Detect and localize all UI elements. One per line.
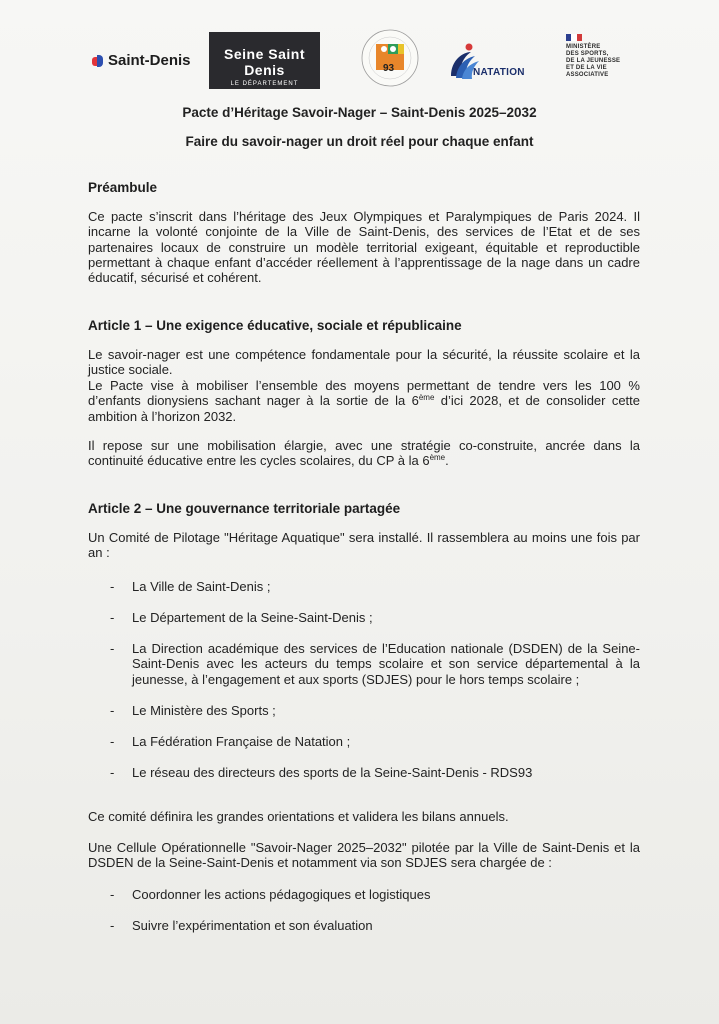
comite-role-paragraph: Ce comité définira les grandes orientations et validera les bilans annuels. xyxy=(88,809,509,824)
list-item-text: Coordonner les actions pédagogiques et logistiques xyxy=(132,887,431,902)
saint-denis-logo-text: Saint-Denis xyxy=(108,52,191,69)
seine-saint-denis-logo-text: Seine Saint Denis xyxy=(224,46,305,78)
ministere-logo xyxy=(566,34,646,79)
article-1-paragraph-2-text: Le Pacte vise à mobiliser l’ensemble des moyens permettant de tendre vers les 100 % d’enfants dionysiens sachant nager à la sortie de la 6 xyxy=(88,378,640,409)
article-1-paragraph-1: Le savoir-nager est une compétence fondamentale pour la sécurité, la réussite scolaire et la justice sociale. xyxy=(88,347,640,378)
list-item-text: La Ville de Saint-Denis ; xyxy=(132,579,271,594)
article-1-heading: Article 1 – Une exigence éducative, sociale et républicaine xyxy=(88,318,462,333)
article-1-paragraph-3-text: Il repose sur une mobilisation élargie, avec une stratégie co-construite, ancrée dans la continuité éducative entre les cycles scolaires, du CP à la 6 xyxy=(88,438,640,469)
list-item xyxy=(110,765,640,780)
ministere-line-1: MINISTÈRE xyxy=(566,44,601,50)
list-bullet: - xyxy=(110,734,115,749)
article-1-paragraph-2-end: d’ici 2028, et de consolider cette ambition à l’horizon 2032. xyxy=(88,393,640,424)
preambule-heading: Préambule xyxy=(88,180,158,195)
preambule-paragraph: Ce pacte s’inscrit dans l’héritage des Jeux Olympiques et Paralympiques de Paris 2024. Il incarne la volonté conjointe de la Ville de Saint-Denis, des services de l’Etat et de ses partenaires locaux de construire un modèle territorial exigeant, équitable et reproductible permettant à chaque enfant d’accéder réellement à l’apprentissage de la nage dans un cadre éducatif, sécurisé et cohérent. xyxy=(88,209,640,286)
list-item-text: Le Département de la Seine-Saint-Denis ; xyxy=(132,610,373,625)
superscript: ème xyxy=(418,393,435,403)
saint-denis-mark-icon xyxy=(92,55,104,67)
article-2-heading: Article 2 – Une gouvernance territoriale partagée xyxy=(88,501,401,516)
list-item xyxy=(110,610,640,625)
french-flag-icon xyxy=(566,34,582,41)
article-1-paragraph-3-end: . xyxy=(445,453,449,469)
list-item-text: La Fédération Française de Natation ; xyxy=(132,734,351,749)
list-item xyxy=(110,918,640,933)
article-1-paragraph-3 xyxy=(88,438,640,469)
list-item xyxy=(110,887,640,902)
natation-logo-text: NATATION xyxy=(473,67,525,78)
list-item xyxy=(110,734,640,749)
list-bullet: - xyxy=(110,610,115,625)
document-title: Pacte d’Héritage Savoir-Nager – Saint-Denis 2025–2032 xyxy=(182,105,537,120)
list-bullet: - xyxy=(110,765,115,780)
list-item-text: Le réseau des directeurs des sports de la Seine-Saint-Denis - RDS93 xyxy=(132,765,533,780)
article-1-paragraph-2 xyxy=(88,378,640,424)
list-item xyxy=(110,703,640,718)
article-2-intro: Un Comité de Pilotage "Héritage Aquatique" sera installé. Il rassemblera au moins une fois par an : xyxy=(88,530,640,561)
seine-saint-denis-logo-subtext: LE DÉPARTEMENT xyxy=(230,81,299,87)
ministere-line-3: DE LA JEUNESSE xyxy=(566,58,621,64)
superscript: ème xyxy=(429,453,446,463)
list-bullet: - xyxy=(110,641,115,656)
document-subtitle: Faire du savoir-nager un droit réel pour chaque enfant xyxy=(185,134,534,149)
rds93-seal-icon xyxy=(360,28,420,88)
list-bullet: - xyxy=(110,918,115,933)
list-item-text: Suivre l’expérimentation et son évaluation xyxy=(132,918,373,933)
saint-denis-logo xyxy=(92,52,191,69)
list-item xyxy=(110,641,640,687)
list-bullet: - xyxy=(110,703,115,718)
list-item-text: Le Ministère des Sports ; xyxy=(132,703,276,718)
ffn-wave-icon xyxy=(447,40,487,85)
ministere-line-5: ASSOCIATIVE xyxy=(566,72,609,78)
natation-logo xyxy=(447,40,532,90)
seine-saint-denis-logo xyxy=(209,32,320,89)
rds93-badge-text: 93 xyxy=(383,63,395,74)
list-bullet: - xyxy=(110,887,115,902)
cellule-intro-paragraph: Une Cellule Opérationnelle "Savoir-Nager 2025–2032" pilotée par la Ville de Saint-Denis et la DSDEN de la Seine-Saint-Denis et notamment via son SDJES sera chargée de : xyxy=(88,840,640,871)
ministere-line-2: DES SPORTS, xyxy=(566,51,609,57)
rds93-logo xyxy=(360,28,420,88)
logo-bar xyxy=(0,28,719,100)
list-item xyxy=(110,579,640,594)
list-bullet: - xyxy=(110,579,115,594)
ministere-line-4: ET DE LA VIE xyxy=(566,65,607,71)
list-item-text: La Direction académique des services de l’Education nationale (DSDEN) de la Seine-Saint-Denis avec les acteurs du temps scolaire et son service départemental à la jeunesse, à l’engagement et aux sports (SDJES) pour le hors temps scolaire ; xyxy=(132,641,640,687)
